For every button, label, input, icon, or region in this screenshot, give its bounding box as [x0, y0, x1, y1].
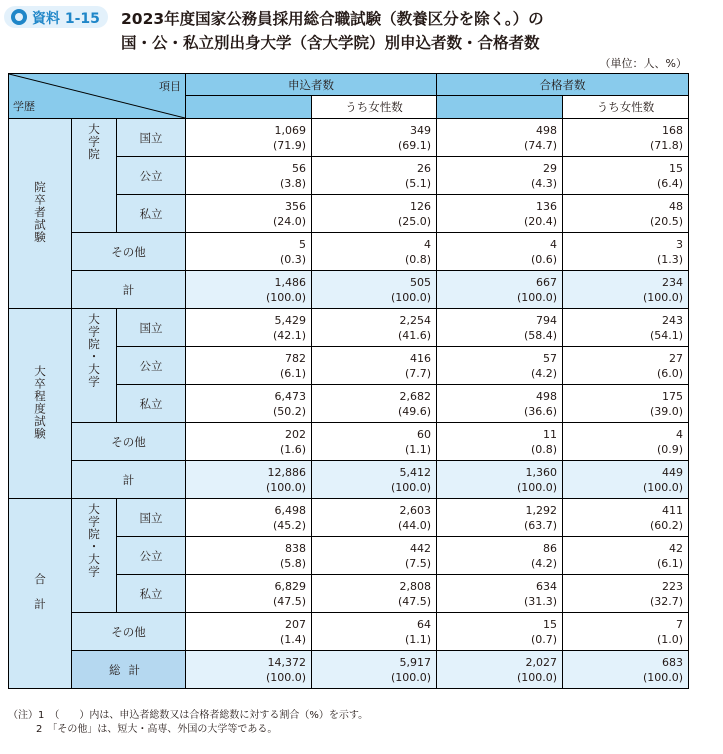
institution-group-label: 大学院・大学 — [87, 313, 101, 388]
percent-value: (100.0) — [516, 480, 558, 494]
count-value: 442 — [410, 541, 432, 555]
count-value: 2,682 — [399, 389, 432, 403]
sub-label-cell — [72, 309, 117, 423]
percent-value: (0.8) — [530, 442, 558, 456]
value-cell — [186, 271, 312, 309]
percent-value: (1.0) — [656, 632, 684, 646]
count-value: 15 — [543, 617, 558, 631]
percent-value: (36.6) — [523, 404, 558, 418]
institution-group-label: 大学院・大学 — [87, 503, 101, 578]
note-1: （注）1 （ ）内は、申込者総数又は合格者総数に対する割合（%）を示す。 — [8, 710, 369, 721]
value-cell — [186, 651, 312, 689]
other-label: その他 — [72, 423, 186, 461]
value-cell — [437, 195, 563, 233]
value-cell — [437, 309, 563, 347]
value-cell — [312, 613, 437, 651]
value-cell — [563, 195, 689, 233]
count-value: 6,829 — [274, 579, 307, 593]
percent-value: (60.2) — [649, 518, 684, 532]
percent-value: (1.4) — [279, 632, 307, 646]
percent-value: (0.9) — [656, 442, 684, 456]
count-value: 56 — [292, 161, 307, 175]
value-cell — [563, 233, 689, 271]
value-cell — [437, 233, 563, 271]
percent-value: (44.0) — [397, 518, 432, 532]
percent-value: (100.0) — [516, 290, 558, 304]
count-value: 634 — [536, 579, 558, 593]
percent-value: (3.8) — [279, 176, 307, 190]
table-row — [9, 233, 689, 271]
value-cell — [186, 385, 312, 423]
data-table — [8, 73, 689, 689]
percent-value: (0.3) — [279, 252, 307, 266]
count-value: 4 — [676, 427, 684, 441]
value-cell — [563, 461, 689, 499]
value-cell — [186, 347, 312, 385]
page-title-line2: 国・公・私立別出身大学（含大学院）別申込者数・合格者数 — [121, 34, 540, 52]
corner-item-label: 項目 — [159, 80, 182, 93]
count-value: 60 — [417, 427, 432, 441]
percent-value: (5.8) — [279, 556, 307, 570]
count-value: 136 — [536, 199, 558, 213]
percent-value: (69.1) — [397, 138, 432, 152]
applicants-female-header: うち女性数 — [312, 96, 437, 119]
institution-type-label: 公立 — [117, 347, 186, 385]
value-cell — [186, 309, 312, 347]
value-cell — [186, 233, 312, 271]
percent-value: (4.2) — [530, 366, 558, 380]
percent-value: (100.0) — [642, 480, 684, 494]
count-value: 42 — [669, 541, 684, 555]
value-cell — [312, 195, 437, 233]
value-cell — [563, 119, 689, 157]
count-value: 4 — [550, 237, 558, 251]
percent-value: (100.0) — [642, 670, 684, 684]
value-cell — [563, 271, 689, 309]
count-value: 411 — [662, 503, 684, 517]
value-cell — [312, 119, 437, 157]
count-value: 6,498 — [274, 503, 307, 517]
value-cell — [186, 195, 312, 233]
institution-type-label: 公立 — [117, 157, 186, 195]
value-cell — [563, 651, 689, 689]
value-cell — [437, 347, 563, 385]
percent-value: (24.0) — [272, 214, 307, 228]
institution-type-label: 私立 — [117, 195, 186, 233]
count-value: 1,486 — [274, 275, 307, 289]
value-cell — [437, 157, 563, 195]
percent-value: (6.4) — [656, 176, 684, 190]
count-value: 64 — [417, 617, 432, 631]
value-cell — [312, 233, 437, 271]
total-label: 総計 — [72, 651, 186, 689]
value-cell — [437, 499, 563, 537]
value-cell — [312, 651, 437, 689]
percent-value: (71.8) — [649, 138, 684, 152]
sub-label-cell — [72, 499, 117, 613]
percent-value: (6.1) — [279, 366, 307, 380]
table-row — [9, 309, 689, 347]
percent-value: (20.4) — [523, 214, 558, 228]
count-value: 202 — [285, 427, 307, 441]
percent-value: (39.0) — [649, 404, 684, 418]
total-label: 計 — [72, 461, 186, 499]
percent-value: (6.0) — [656, 366, 684, 380]
value-cell — [312, 157, 437, 195]
count-value: 5,917 — [399, 655, 432, 669]
percent-value: (100.0) — [390, 670, 432, 684]
section-label: 院卒者試験 — [33, 180, 47, 244]
percent-value: (45.2) — [272, 518, 307, 532]
count-value: 794 — [536, 313, 558, 327]
percent-value: (54.1) — [649, 328, 684, 342]
percent-value: (100.0) — [390, 480, 432, 494]
value-cell — [186, 119, 312, 157]
value-cell — [312, 385, 437, 423]
value-cell — [563, 575, 689, 613]
count-value: 1,292 — [525, 503, 558, 517]
institution-type-label: 私立 — [117, 385, 186, 423]
count-value: 207 — [285, 617, 307, 631]
applicants-blank-header — [186, 96, 312, 119]
value-cell — [437, 575, 563, 613]
count-value: 7 — [676, 617, 684, 631]
institution-group-label: 大学院 — [87, 123, 101, 161]
figure-badge — [4, 6, 108, 28]
count-value: 243 — [662, 313, 684, 327]
table-row — [9, 499, 689, 537]
value-cell — [186, 537, 312, 575]
count-value: 223 — [662, 579, 684, 593]
percent-value: (6.1) — [656, 556, 684, 570]
count-value: 168 — [662, 123, 684, 137]
percent-value: (50.2) — [272, 404, 307, 418]
count-value: 29 — [543, 161, 558, 175]
percent-value: (0.7) — [530, 632, 558, 646]
count-value: 782 — [285, 351, 307, 365]
other-label: その他 — [72, 613, 186, 651]
percent-value: (47.5) — [272, 594, 307, 608]
institution-type-label: 国立 — [117, 119, 186, 157]
applicants-header: 申込者数 — [186, 74, 437, 96]
percent-value: (25.0) — [397, 214, 432, 228]
value-cell — [563, 613, 689, 651]
value-cell — [563, 347, 689, 385]
percent-value: (31.3) — [523, 594, 558, 608]
percent-value: (49.6) — [397, 404, 432, 418]
value-cell — [563, 537, 689, 575]
percent-value: (1.3) — [656, 252, 684, 266]
value-cell — [437, 537, 563, 575]
percent-value: (100.0) — [390, 290, 432, 304]
percent-value: (4.3) — [530, 176, 558, 190]
section-label-cell — [9, 499, 72, 689]
percent-value: (63.7) — [523, 518, 558, 532]
passers-female-header: うち女性数 — [563, 96, 689, 119]
percent-value: (0.6) — [530, 252, 558, 266]
percent-value: (41.6) — [397, 328, 432, 342]
value-cell — [312, 423, 437, 461]
count-value: 2,027 — [525, 655, 558, 669]
count-value: 498 — [536, 389, 558, 403]
figure-number: 資料 1-15 — [32, 11, 100, 27]
percent-value: (100.0) — [265, 290, 307, 304]
value-cell — [563, 499, 689, 537]
value-cell — [312, 271, 437, 309]
percent-value: (100.0) — [516, 670, 558, 684]
percent-value: (71.9) — [272, 138, 307, 152]
value-cell — [312, 499, 437, 537]
count-value: 6,473 — [274, 389, 307, 403]
section-label-cell — [9, 309, 72, 499]
value-cell — [312, 309, 437, 347]
count-value: 1,069 — [274, 123, 307, 137]
table-row — [9, 613, 689, 651]
percent-value: (1.1) — [404, 442, 432, 456]
count-value: 234 — [662, 275, 684, 289]
section-label: 合 計 — [33, 573, 47, 611]
page-title-line1: 2023年度国家公務員採用総合職試験（教養区分を除く。）の — [121, 10, 544, 28]
count-value: 15 — [669, 161, 684, 175]
value-cell — [437, 119, 563, 157]
percent-value: (5.1) — [404, 176, 432, 190]
institution-type-label: 国立 — [117, 309, 186, 347]
count-value: 126 — [410, 199, 432, 213]
value-cell — [437, 461, 563, 499]
count-value: 416 — [410, 351, 432, 365]
passers-header: 合格者数 — [437, 74, 689, 96]
value-cell — [186, 575, 312, 613]
institution-type-label: 公立 — [117, 537, 186, 575]
percent-value: (42.1) — [272, 328, 307, 342]
count-value: 5,412 — [399, 465, 432, 479]
institution-type-label: 私立 — [117, 575, 186, 613]
percent-value: (7.7) — [404, 366, 432, 380]
count-value: 12,886 — [267, 465, 307, 479]
count-value: 57 — [543, 351, 558, 365]
section-label-cell — [9, 119, 72, 309]
count-value: 838 — [285, 541, 307, 555]
percent-value: (4.2) — [530, 556, 558, 570]
table-row — [9, 423, 689, 461]
value-cell — [312, 575, 437, 613]
percent-value: (20.5) — [649, 214, 684, 228]
count-value: 498 — [536, 123, 558, 137]
percent-value: (0.8) — [404, 252, 432, 266]
value-cell — [437, 613, 563, 651]
count-value: 449 — [662, 465, 684, 479]
percent-value: (1.1) — [404, 632, 432, 646]
count-value: 4 — [424, 237, 432, 251]
value-cell — [186, 499, 312, 537]
value-cell — [437, 385, 563, 423]
percent-value: (47.5) — [397, 594, 432, 608]
count-value: 26 — [417, 161, 432, 175]
value-cell — [563, 423, 689, 461]
other-label: その他 — [72, 233, 186, 271]
value-cell — [563, 157, 689, 195]
note-2: 2 「その他」は、短大・高専、外国の大学等である。 — [36, 724, 278, 735]
value-cell — [437, 271, 563, 309]
count-value: 2,603 — [399, 503, 432, 517]
percent-value: (100.0) — [265, 480, 307, 494]
count-value: 175 — [662, 389, 684, 403]
value-cell — [186, 461, 312, 499]
corner-education-label: 学歴 — [13, 100, 35, 113]
count-value: 27 — [669, 351, 684, 365]
percent-value: (74.7) — [523, 138, 558, 152]
total-row — [9, 651, 689, 689]
count-value: 5,429 — [274, 313, 307, 327]
count-value: 14,372 — [267, 655, 307, 669]
value-cell — [186, 423, 312, 461]
percent-value: (7.5) — [404, 556, 432, 570]
value-cell — [312, 461, 437, 499]
circle-icon — [11, 9, 27, 25]
sub-label-cell — [72, 119, 117, 233]
table-row — [9, 119, 689, 157]
value-cell — [437, 423, 563, 461]
value-cell — [437, 651, 563, 689]
section-label: 大卒程度試験 — [33, 364, 47, 440]
count-value: 683 — [662, 655, 684, 669]
count-value: 11 — [543, 427, 558, 441]
total-row — [9, 271, 689, 309]
total-row — [9, 461, 689, 499]
value-cell — [186, 613, 312, 651]
count-value: 48 — [669, 199, 684, 213]
value-cell — [563, 385, 689, 423]
count-value: 667 — [536, 275, 558, 289]
value-cell — [312, 347, 437, 385]
value-cell — [312, 537, 437, 575]
corner-header — [9, 74, 186, 119]
count-value: 86 — [543, 541, 558, 555]
percent-value: (32.7) — [649, 594, 684, 608]
value-cell — [186, 157, 312, 195]
count-value: 5 — [299, 237, 307, 251]
total-label: 計 — [72, 271, 186, 309]
passers-blank-header — [437, 96, 563, 119]
count-value: 2,254 — [399, 313, 432, 327]
percent-value: (1.6) — [279, 442, 307, 456]
count-value: 1,360 — [525, 465, 558, 479]
percent-value: (58.4) — [523, 328, 558, 342]
count-value: 356 — [285, 199, 307, 213]
percent-value: (100.0) — [265, 670, 307, 684]
value-cell — [563, 309, 689, 347]
unit-label: （単位：人、%） — [599, 57, 687, 70]
count-value: 2,808 — [399, 579, 432, 593]
count-value: 505 — [410, 275, 432, 289]
percent-value: (100.0) — [642, 290, 684, 304]
count-value: 349 — [410, 123, 432, 137]
institution-type-label: 国立 — [117, 499, 186, 537]
count-value: 3 — [676, 237, 684, 251]
